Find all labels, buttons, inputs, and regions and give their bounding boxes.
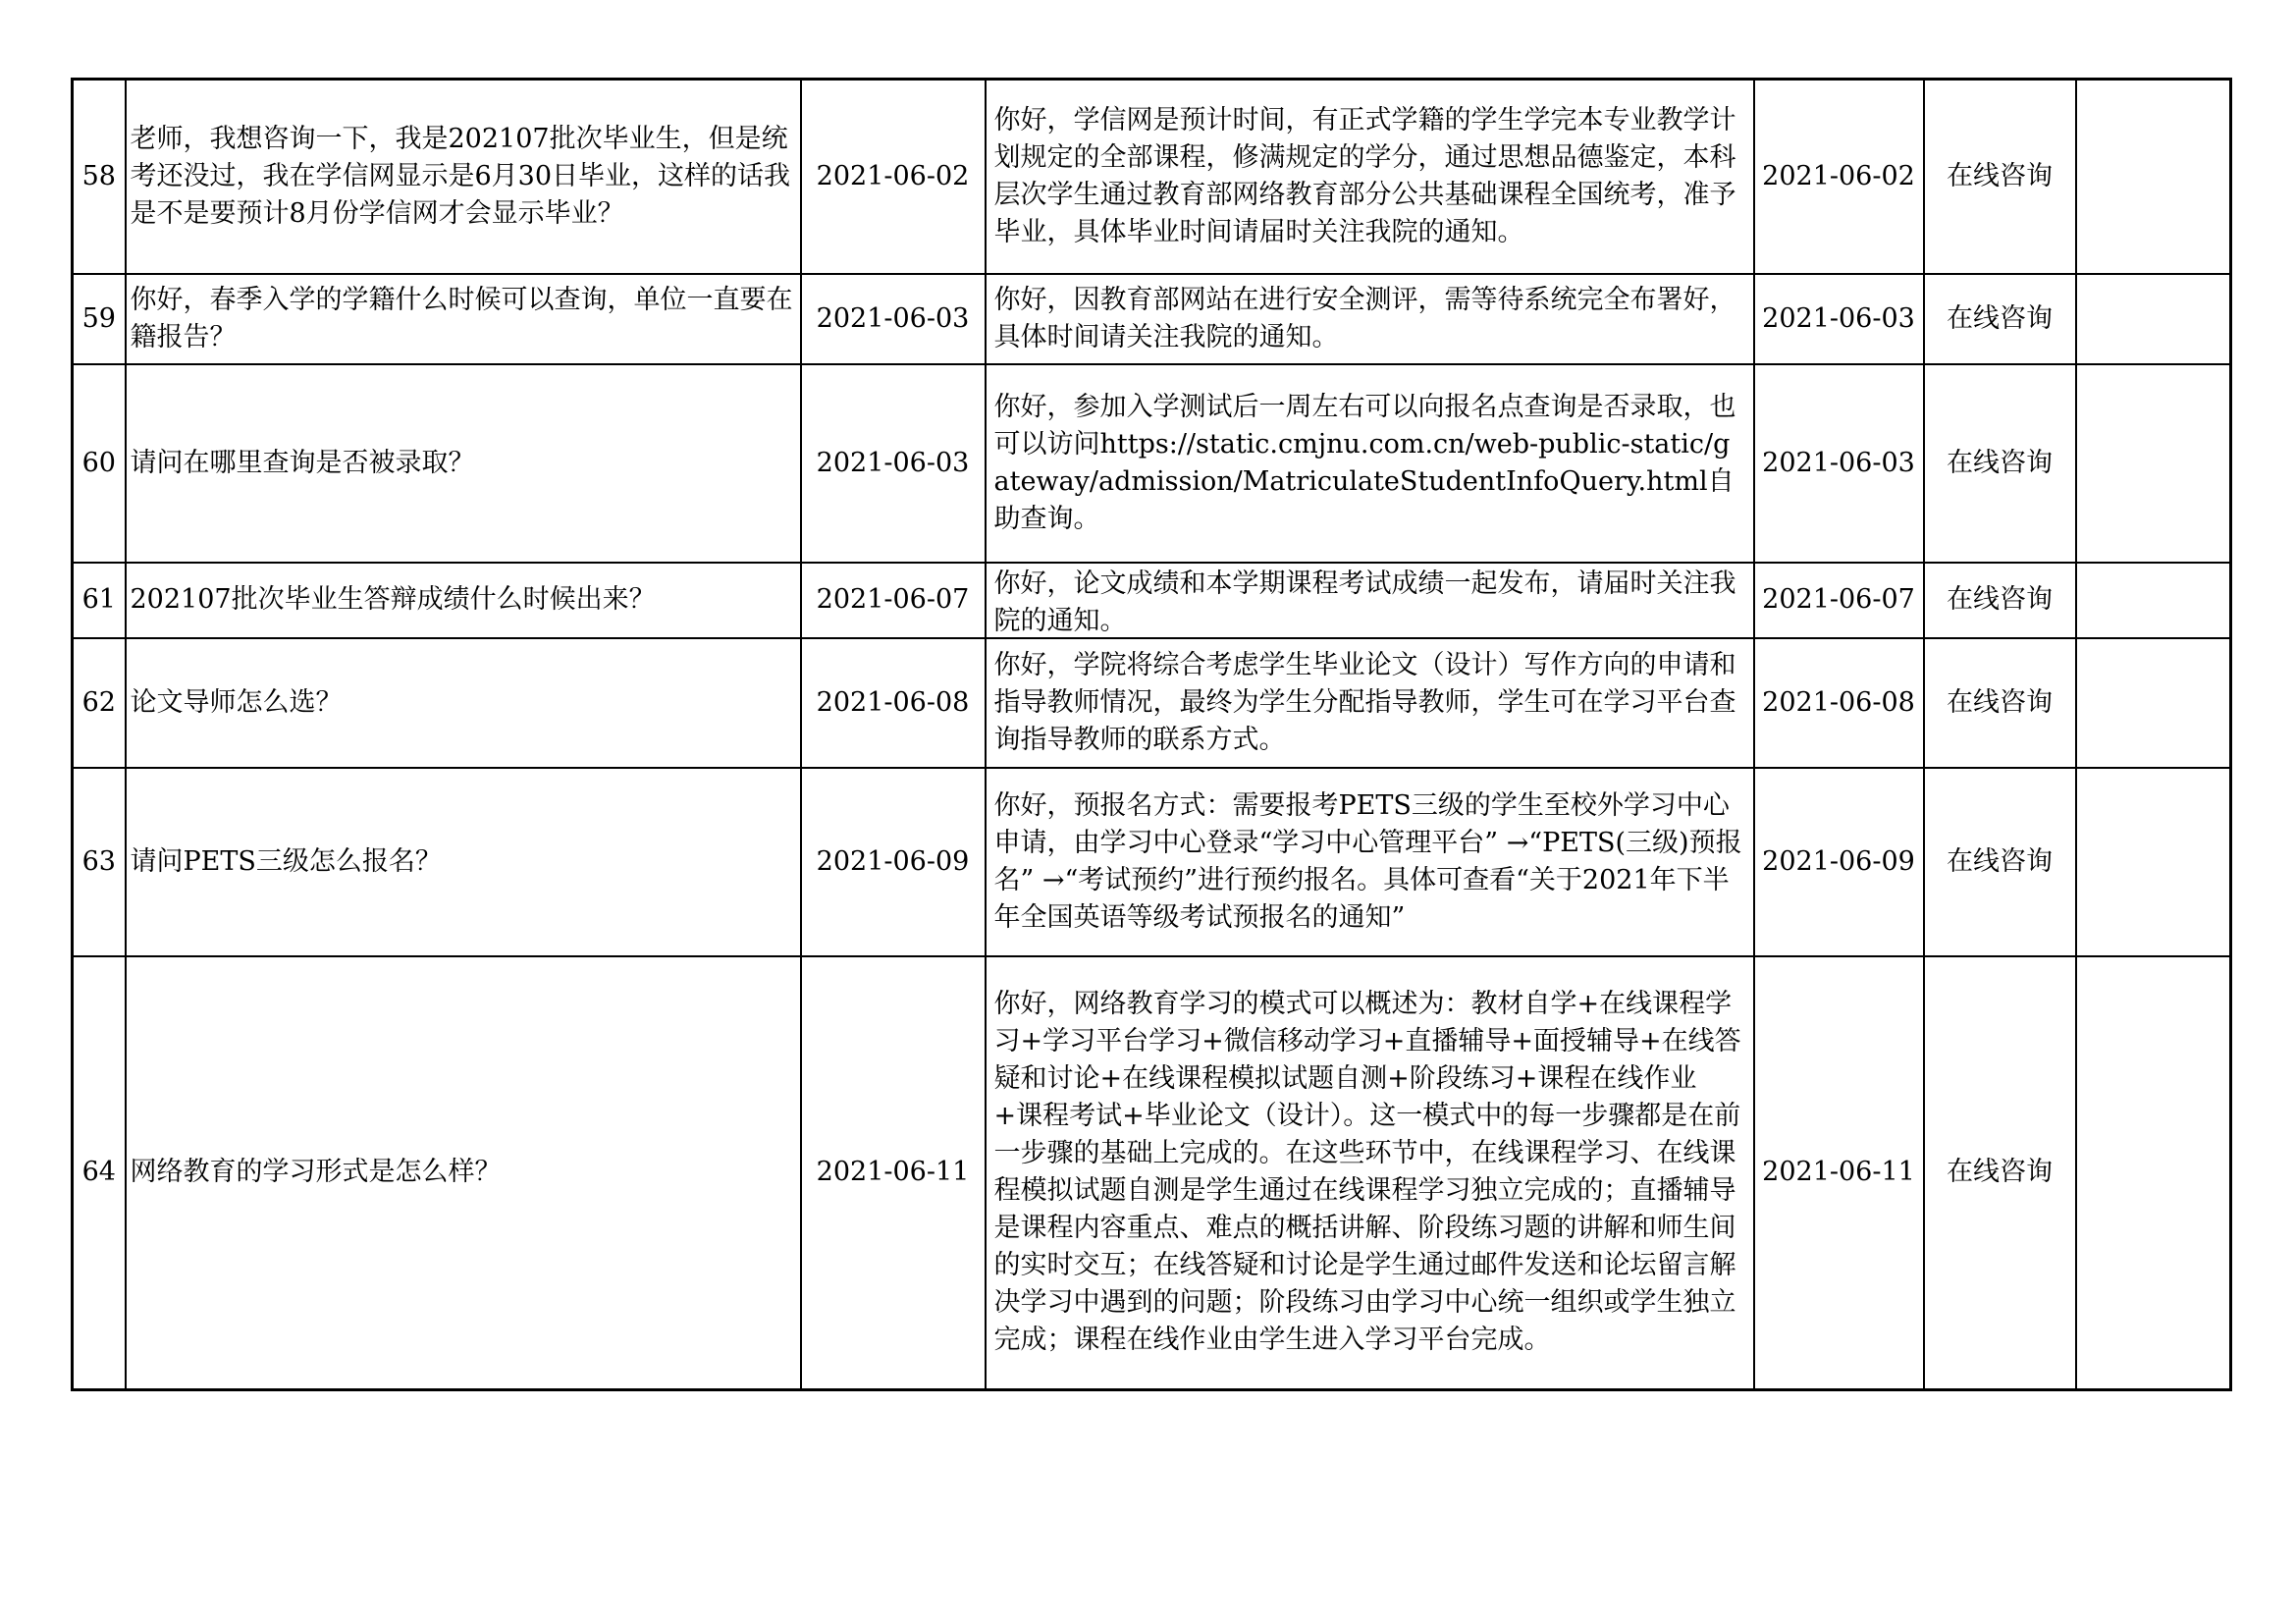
reply-date-cell: 2021-06-03 [1754,274,1924,364]
note-cell [2076,638,2231,768]
note-cell [2076,274,2231,364]
row-number-cell: 63 [73,768,126,956]
question-date-cell: 2021-06-03 [801,274,986,364]
row-number-cell: 58 [73,80,126,274]
table-row [73,638,2231,768]
consult-type-cell: 在线咨询 [1924,80,2076,274]
answer-text: 你好，参加入学测试后一周左右可以向报名点查询是否录取，也可以访问https://static.cmjnu.com.cn/web-public-static/gateway/admission/MatriculateStudentInfoQuery.html自助查询。 [993,391,1736,534]
answer-text: 你好，学院将综合考虑学生毕业论文（设计）写作方向的申请和指导教师情况，最终为学生分配指导教师，学生可在学习平台查询指导教师的联系方式。 [993,649,1736,755]
reply-date-cell: 2021-06-02 [1754,80,1924,274]
table-row [73,563,2231,638]
question-cell: 202107批次毕业生答辩成绩什么时候出来？ [126,563,801,638]
answer-text: 你好，学信网是预计时间，有正式学籍的学生学完本专业教学计划规定的全部课程，修满规定的学分，通过思想品德鉴定，本科层次学生通过教育部网络教育部分公共基础课程全国统考，准予毕业，具体毕业时间请届时关注我院的通知。 [993,104,1736,247]
note-cell [2076,563,2231,638]
answer-cell [986,80,1754,274]
row-number-cell: 64 [73,956,126,1390]
note-cell [2076,364,2231,563]
question-date-cell: 2021-06-07 [801,563,986,638]
consultation-table [71,78,2232,1391]
table-row [73,274,2231,364]
answer-text: 你好，网络教育学习的模式可以概述为：教材自学+在线课程学习+学习平台学习+微信移动学习+直播辅导+面授辅导+在线答疑和讨论+在线课程模拟试题自测+阶段练习+课程在线作业+课程考试+毕业论文（设计）。这一模式中的每一步骤都是在前一步骤的基础上完成的。在这些环节中，在线课程学习、在线课程模拟试题自测是学生通过在线课程学习独立完成的；直播辅导是课程内容重点、难点的概括讲解、阶段练习题的讲解和师生间的实时交互；在线答疑和讨论是学生通过邮件发送和论坛留言解决学习中遇到的问题；阶段练习由学习中心统一组织或学生独立完成；课程在线作业由学生进入学习平台完成。 [993,989,1741,1356]
consult-type-cell: 在线咨询 [1924,274,2076,364]
reply-date-cell: 2021-06-03 [1754,364,1924,563]
consult-type-cell: 在线咨询 [1924,956,2076,1390]
table-body [73,80,2231,1390]
answer-cell [986,638,1754,768]
consult-type-cell: 在线咨询 [1924,638,2076,768]
row-number-cell: 61 [73,563,126,638]
question-cell: 你好，春季入学的学籍什么时候可以查询，单位一直要在籍报告？ [126,274,801,364]
answer-cell [986,768,1754,956]
answer-text: 你好，预报名方式：需要报考PETS三级的学生至校外学习中心申请，由学习中心登录“学习中心管理平台” →“PETS(三级)预报名” →“考试预约”进行预约报名。具体可查看“关于2021年下半年全国英语等级考试预报名的通知” [993,789,1742,933]
question-date-cell: 2021-06-03 [801,364,986,563]
reply-date-cell: 2021-06-08 [1754,638,1924,768]
answer-text: 你好，因教育部网站在进行安全测评，需等待系统完全布署好，具体时间请关注我院的通知。 [993,284,1736,352]
consult-type-cell: 在线咨询 [1924,563,2076,638]
table-row [73,956,2231,1390]
question-cell: 请问在哪里查询是否被录取？ [126,364,801,563]
reply-date-cell: 2021-06-07 [1754,563,1924,638]
note-cell [2076,956,2231,1390]
answer-text: 你好，论文成绩和本学期课程考试成绩一起发布，请届时关注我院的通知。 [993,568,1736,635]
table-row [73,364,2231,563]
table-row [73,80,2231,274]
question-cell: 老师，我想咨询一下，我是202107批次毕业生，但是统考还没过，我在学信网显示是6月30日毕业，这样的话我是不是要预计8月份学信网才会显示毕业？ [126,80,801,274]
reply-date-cell: 2021-06-09 [1754,768,1924,956]
note-cell [2076,768,2231,956]
answer-cell [986,956,1754,1390]
table-row [73,768,2231,956]
reply-date-cell: 2021-06-11 [1754,956,1924,1390]
row-number-cell: 60 [73,364,126,563]
row-number-cell: 62 [73,638,126,768]
question-date-cell: 2021-06-02 [801,80,986,274]
note-cell [2076,80,2231,274]
question-cell: 请问PETS三级怎么报名？ [126,768,801,956]
question-cell: 网络教育的学习形式是怎么样？ [126,956,801,1390]
answer-cell [986,563,1754,638]
consult-type-cell: 在线咨询 [1924,768,2076,956]
question-date-cell: 2021-06-09 [801,768,986,956]
question-date-cell: 2021-06-08 [801,638,986,768]
question-cell: 论文导师怎么选？ [126,638,801,768]
question-date-cell: 2021-06-11 [801,956,986,1390]
answer-cell [986,364,1754,563]
consult-type-cell: 在线咨询 [1924,364,2076,563]
row-number-cell: 59 [73,274,126,364]
answer-cell [986,274,1754,364]
